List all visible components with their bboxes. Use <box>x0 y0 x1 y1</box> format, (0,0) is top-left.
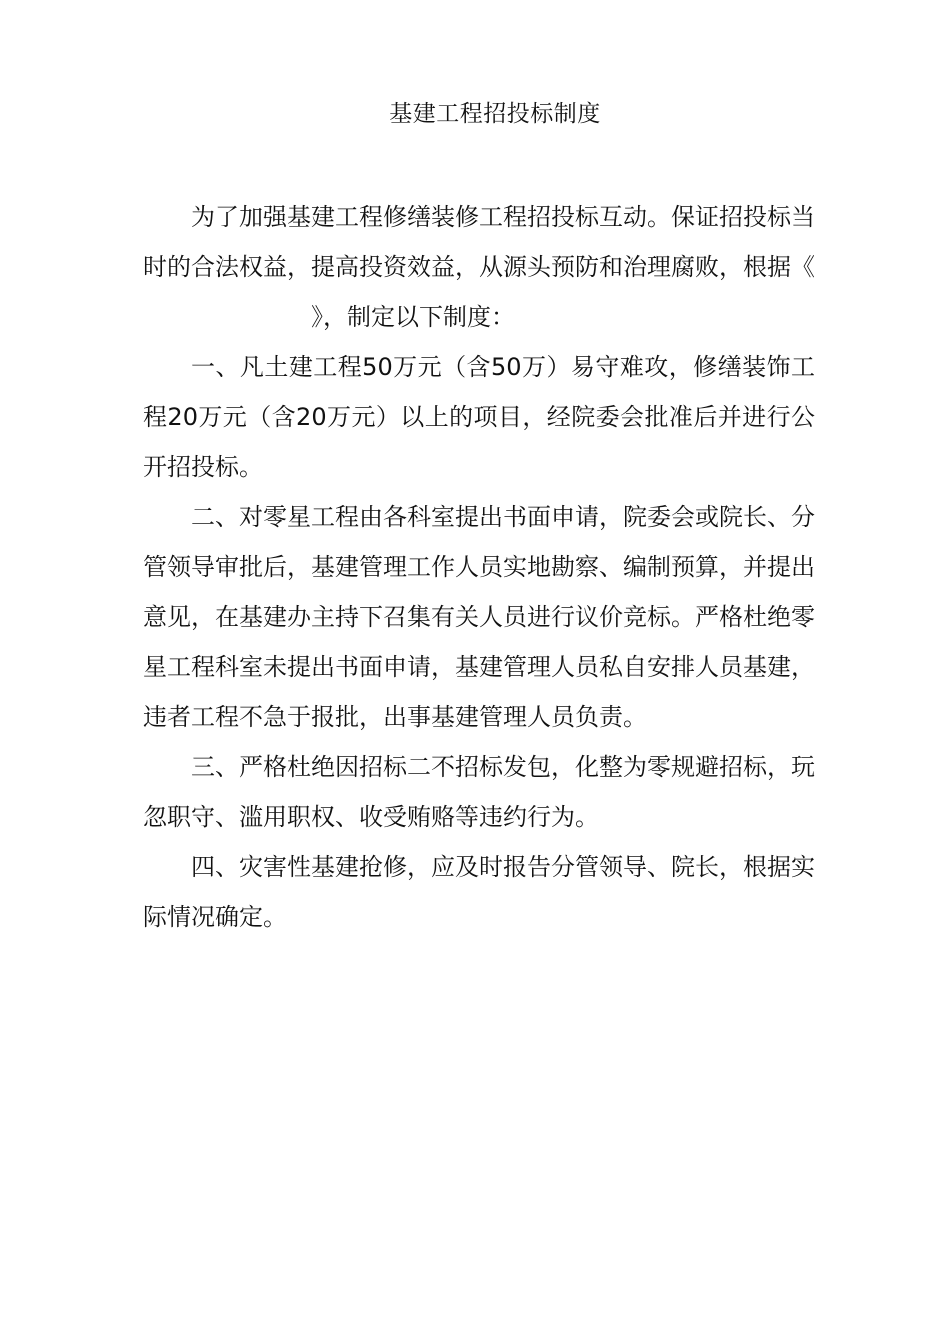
intro-text: 为了加强基建工程修缮装修工程招投标互动。保证招投标当时的合法权益，提高投资效益，从源头预防和治理腐败，根据《 <box>143 203 815 281</box>
clause-3: 三、严格杜绝因招标二不招标发包，化整为零规避招标，玩忽职守、滥用职权、收受贿赂等违约行为。 <box>143 753 815 831</box>
document-title: 基建工程招投标制度 <box>389 101 601 127</box>
clause-2: 二、对零星工程由各科室提出书面申请，院委会或院长、分管领导审批后，基建管理工作人员实地勘察、编制预算，并提出意见，在基建办主持下召集有关人员进行议价竞标。严格杜绝零星工程科室未提出书面申请，基建管理人员私自安排人员基建，违者工程不急于报批，出事基建管理人员负责。 <box>143 503 815 731</box>
clause-1: 一、凡土建工程50万元（含50万）易守难攻，修缮装饰工程20万元（含20万元）以上的项目，经院委会批准后并进行公开招投标。 <box>143 353 815 481</box>
intro-paragraph <box>143 192 815 342</box>
clause-4: 四、灾害性基建抢修，应及时报告分管领导、院长，根据实际情况确定。 <box>143 853 815 931</box>
document-body <box>143 192 815 942</box>
intro-text-end: 》，制定以下制度： <box>311 303 515 331</box>
